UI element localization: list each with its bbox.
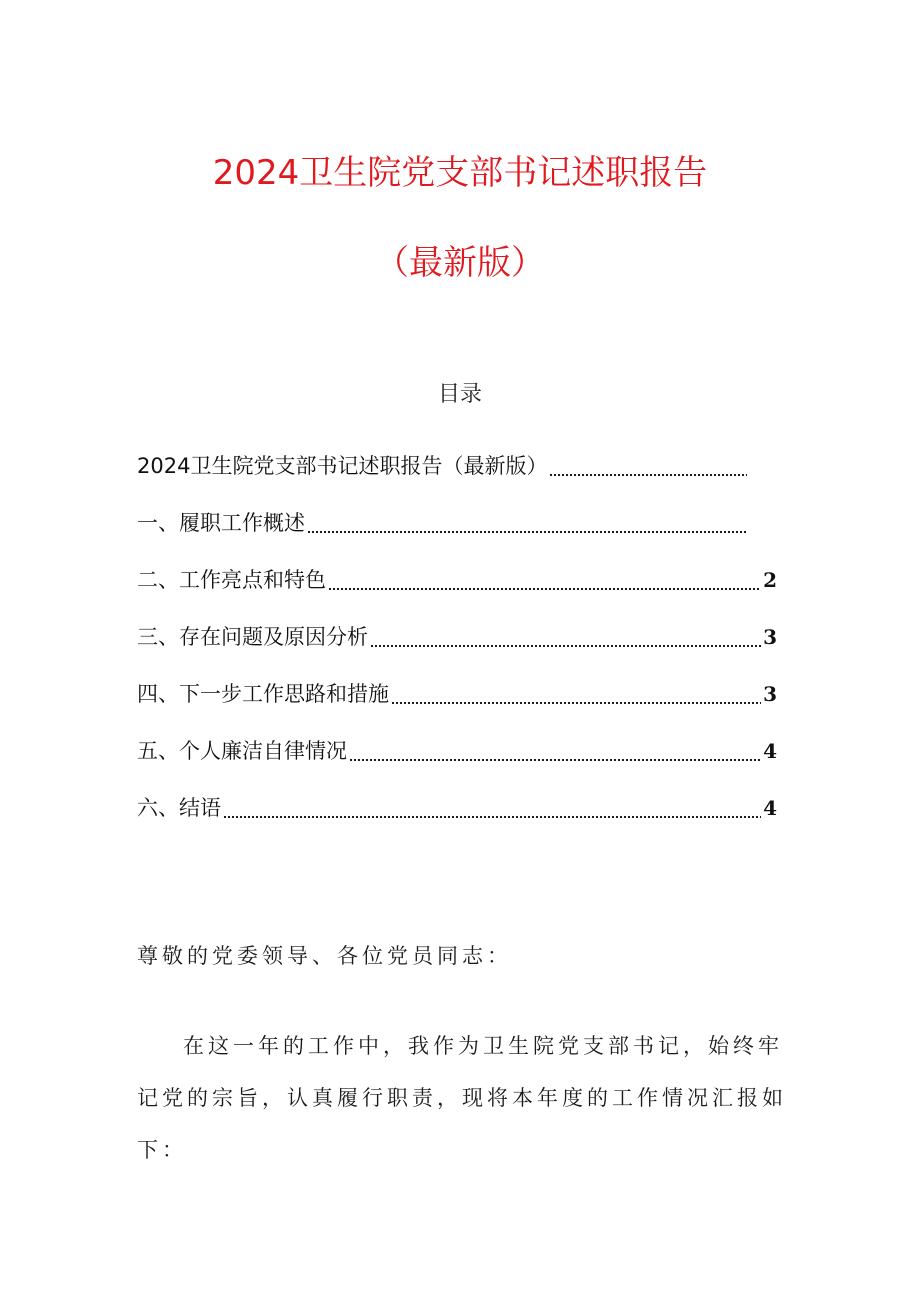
toc-entry-page [763,479,777,481]
toc-entry-label: 五、个人廉洁自律情况 [137,739,347,763]
toc-entry[interactable] [137,652,777,709]
toc-entry-page: 4 [763,796,777,820]
toc-entry-page: 4 [763,739,777,763]
toc-dot-leader [370,622,761,648]
toc-dot-leader [307,508,747,534]
toc-entry-page: 2 [763,568,777,592]
toc-entry-label: 四、下一步工作思路和措施 [137,682,389,706]
toc-entry[interactable] [137,709,777,766]
toc-entry[interactable] [137,538,777,595]
toc-dot-leader [349,736,761,762]
toc-heading: 目录 [437,382,482,407]
toc-entry-label: 六、结语 [137,796,221,820]
document-title: 2024卫生院党支部书记述职报告 [212,153,708,193]
table-of-contents [137,424,777,823]
toc-entry[interactable] [137,481,777,538]
toc-dot-leader [549,451,747,477]
toc-entry-label: 2024卫生院党支部书记述职报告（最新版） [137,454,548,478]
toc-entry[interactable] [137,766,777,823]
toc-dot-leader [391,679,761,705]
toc-dot-leader [328,565,761,591]
toc-entry-page [763,536,777,538]
toc-entry-label: 二、工作亮点和特色 [137,568,326,592]
intro-paragraph: 在这一年的工作中，我作为卫生院党支部书记，始终牢记党的宗旨，认真履行职责，现将本年度的工作情况汇报如下： [137,1034,787,1162]
toc-entry[interactable] [137,595,777,652]
toc-dot-leader [223,793,761,819]
toc-entry[interactable] [137,424,777,481]
document-subtitle: （最新版） [375,243,545,283]
toc-entry-label: 三、存在问题及原因分析 [137,625,368,649]
toc-entry-page: 3 [763,682,777,706]
toc-entry-label: 一、履职工作概述 [137,511,305,535]
toc-entry-page: 3 [763,625,777,649]
salutation: 尊敬的党委领导、各位党员同志： [137,944,512,968]
